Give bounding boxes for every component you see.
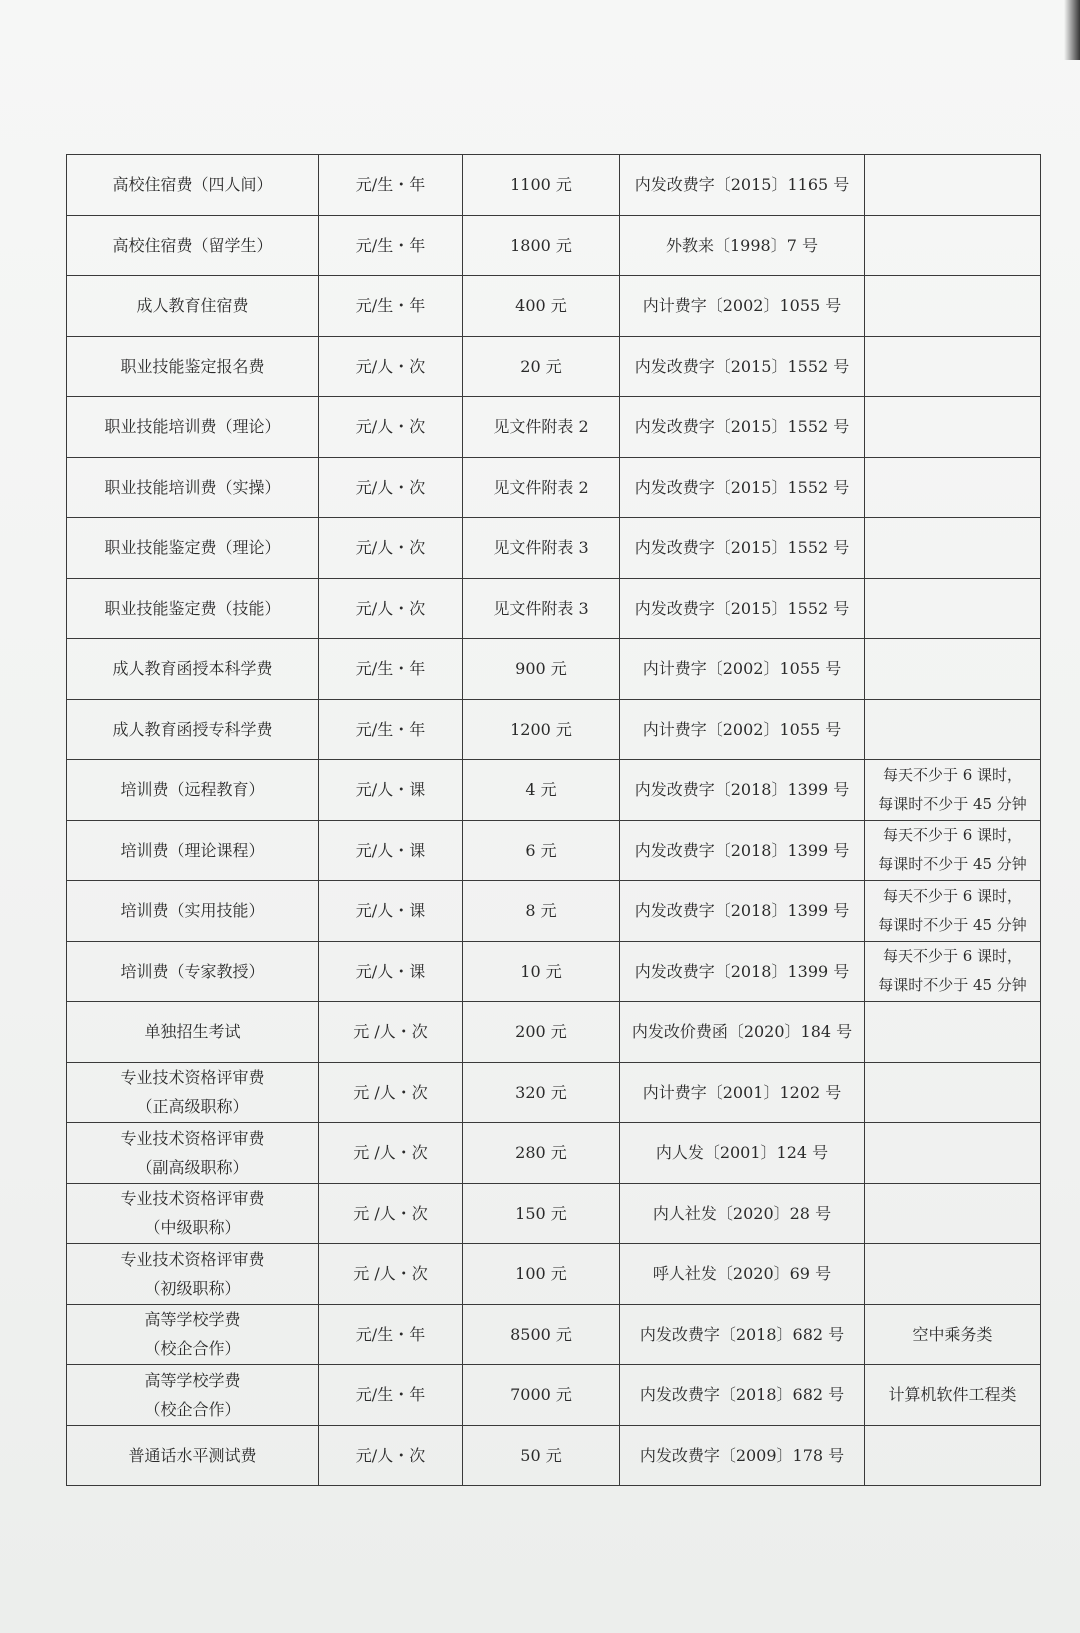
fee-document-cell: 内发改费字〔2018〕682 号 xyxy=(620,1304,865,1365)
table-row xyxy=(67,397,1041,458)
fee-document-cell: 内发改费字〔2018〕682 号 xyxy=(620,1365,865,1426)
fee-item-text: 普通话水平测试费 xyxy=(128,1445,257,1465)
fee-note-text: 每天不少于 6 课时， xyxy=(882,886,1023,905)
fee-note-text: 每天不少于 6 课时， xyxy=(882,765,1023,784)
fee-standard-cell: 20 元 xyxy=(463,336,620,397)
fee-standard-cell: 见文件附表 3 xyxy=(463,518,620,579)
fee-document-cell: 内计费字〔2002〕1055 号 xyxy=(620,639,865,700)
fee-document-cell: 内发改费字〔2015〕1165 号 xyxy=(620,155,865,216)
fee-standard-cell: 1800 元 xyxy=(463,215,620,276)
fee-unit-cell: 元/人・课 xyxy=(319,881,463,942)
table-row xyxy=(67,1123,1041,1184)
fee-item-text: 专业技术资格评审费 xyxy=(120,1068,265,1088)
fee-note-cell xyxy=(865,1183,1041,1244)
table-row xyxy=(67,336,1041,397)
fee-unit-cell: 元/生・年 xyxy=(319,1365,463,1426)
fee-item-text: 培训费（远程教育） xyxy=(120,780,265,800)
fee-standard-cell: 8500 元 xyxy=(463,1304,620,1365)
fee-standard-cell: 280 元 xyxy=(463,1123,620,1184)
fee-note-text: 每课时不少于 45 分钟 xyxy=(878,855,1027,874)
fee-unit-cell: 元 /人・次 xyxy=(319,1002,463,1063)
fee-unit-cell: 元/人・次 xyxy=(319,1425,463,1486)
fee-item-text: 高等学校学费 xyxy=(144,1310,241,1330)
fee-document-cell: 呼人社发〔2020〕69 号 xyxy=(620,1244,865,1305)
table-row xyxy=(67,1183,1041,1244)
fee-item-text: （校企合作） xyxy=(144,1399,241,1419)
fee-unit-cell: 元 /人・次 xyxy=(319,1123,463,1184)
fee-item-cell xyxy=(67,820,319,881)
fee-standard-cell: 320 元 xyxy=(463,1062,620,1123)
fee-note-cell xyxy=(865,1365,1041,1426)
fee-item-text: 职业技能鉴定费（理论） xyxy=(104,538,281,558)
table-row xyxy=(67,639,1041,700)
table-row xyxy=(67,760,1041,821)
table-row xyxy=(67,1365,1041,1426)
fee-note-cell xyxy=(865,215,1041,276)
fee-document-cell: 内计费字〔2001〕1202 号 xyxy=(620,1062,865,1123)
fee-item-text: 单独招生考试 xyxy=(144,1022,241,1042)
fee-item-cell xyxy=(67,518,319,579)
fee-standard-cell: 900 元 xyxy=(463,639,620,700)
fee-item-cell xyxy=(67,1062,319,1123)
fee-item-cell xyxy=(67,397,319,458)
fee-item-text: 高等学校学费 xyxy=(144,1370,241,1390)
fee-document-cell: 内发改费字〔2015〕1552 号 xyxy=(620,397,865,458)
fee-unit-cell: 元/生・年 xyxy=(319,699,463,760)
fee-standard-cell: 6 元 xyxy=(463,820,620,881)
fee-note-cell xyxy=(865,760,1041,821)
fee-note-cell xyxy=(865,1425,1041,1486)
table-row xyxy=(67,941,1041,1002)
fee-unit-cell: 元/生・年 xyxy=(319,276,463,337)
fee-item-cell xyxy=(67,1365,319,1426)
fee-note-cell xyxy=(865,820,1041,881)
fee-note-cell xyxy=(865,699,1041,760)
fee-unit-cell: 元 /人・次 xyxy=(319,1183,463,1244)
fee-item-text: 职业技能培训费（理论） xyxy=(104,417,281,437)
fee-unit-cell: 元/生・年 xyxy=(319,639,463,700)
fee-standard-cell: 200 元 xyxy=(463,1002,620,1063)
fee-item-text: 专业技术资格评审费 xyxy=(120,1128,265,1148)
fee-item-cell xyxy=(67,276,319,337)
page-edge-shadow xyxy=(1064,0,1080,60)
fee-table xyxy=(66,154,1041,1486)
fee-item-text: （初级职称） xyxy=(144,1278,241,1298)
table-row xyxy=(67,699,1041,760)
fee-unit-cell: 元 /人・次 xyxy=(319,1062,463,1123)
fee-unit-cell: 元 /人・次 xyxy=(319,1244,463,1305)
table-row xyxy=(67,1304,1041,1365)
table-row xyxy=(67,578,1041,639)
table-row xyxy=(67,457,1041,518)
fee-item-text: 培训费（专家教授） xyxy=(120,961,265,981)
fee-unit-cell: 元/生・年 xyxy=(319,155,463,216)
fee-standard-cell: 10 元 xyxy=(463,941,620,1002)
fee-item-text: （副高级职称） xyxy=(136,1157,249,1177)
fee-note-text: 空中乘务类 xyxy=(912,1324,993,1344)
fee-document-cell: 内发改费字〔2015〕1552 号 xyxy=(620,336,865,397)
fee-note-cell xyxy=(865,1062,1041,1123)
fee-unit-cell: 元/生・年 xyxy=(319,215,463,276)
table-row xyxy=(67,1425,1041,1486)
fee-item-text: 高校住宿费（四人间） xyxy=(112,175,273,195)
fee-item-cell xyxy=(67,1244,319,1305)
fee-item-text: 成人教育函授本科学费 xyxy=(112,659,273,679)
fee-item-text: 培训费（实用技能） xyxy=(120,901,265,921)
table-row xyxy=(67,155,1041,216)
fee-document-cell: 内发改费字〔2015〕1552 号 xyxy=(620,457,865,518)
fee-standard-cell: 见文件附表 3 xyxy=(463,578,620,639)
fee-unit-cell: 元/人・次 xyxy=(319,457,463,518)
fee-document-cell: 内人社发〔2020〕28 号 xyxy=(620,1183,865,1244)
fee-note-text: 每课时不少于 45 分钟 xyxy=(878,915,1027,934)
fee-item-text: 培训费（理论课程） xyxy=(120,840,265,860)
fee-item-text: 成人教育住宿费 xyxy=(136,296,249,316)
table-row xyxy=(67,1062,1041,1123)
fee-standard-cell: 见文件附表 2 xyxy=(463,397,620,458)
fee-item-cell xyxy=(67,215,319,276)
fee-item-cell xyxy=(67,941,319,1002)
table-row xyxy=(67,1002,1041,1063)
fee-table-body xyxy=(67,155,1041,1486)
fee-item-cell xyxy=(67,336,319,397)
fee-document-cell: 内计费字〔2002〕1055 号 xyxy=(620,699,865,760)
fee-item-cell xyxy=(67,1183,319,1244)
fee-unit-cell: 元/人・次 xyxy=(319,578,463,639)
fee-item-text: （中级职称） xyxy=(144,1218,241,1238)
fee-item-text: 专业技术资格评审费 xyxy=(120,1189,265,1209)
fee-document-cell: 内人发〔2001〕124 号 xyxy=(620,1123,865,1184)
fee-standard-cell: 8 元 xyxy=(463,881,620,942)
fee-standard-cell: 7000 元 xyxy=(463,1365,620,1426)
fee-standard-cell: 见文件附表 2 xyxy=(463,457,620,518)
fee-note-text: 计算机软件工程类 xyxy=(888,1385,1017,1405)
fee-note-cell xyxy=(865,578,1041,639)
fee-document-cell: 内发改价费函〔2020〕184 号 xyxy=(620,1002,865,1063)
fee-item-cell xyxy=(67,155,319,216)
fee-note-cell xyxy=(865,336,1041,397)
fee-note-cell xyxy=(865,1002,1041,1063)
fee-standard-cell: 1100 元 xyxy=(463,155,620,216)
fee-unit-cell: 元/人・次 xyxy=(319,518,463,579)
fee-item-cell xyxy=(67,578,319,639)
fee-standard-cell: 50 元 xyxy=(463,1425,620,1486)
fee-note-text: 每天不少于 6 课时， xyxy=(882,947,1023,966)
fee-unit-cell: 元/生・年 xyxy=(319,1304,463,1365)
fee-note-cell xyxy=(865,457,1041,518)
table-row xyxy=(67,276,1041,337)
fee-note-cell xyxy=(865,639,1041,700)
fee-item-cell xyxy=(67,1425,319,1486)
fee-item-text: 职业技能培训费（实操） xyxy=(104,477,281,497)
fee-standard-cell: 100 元 xyxy=(463,1244,620,1305)
fee-standard-cell: 1200 元 xyxy=(463,699,620,760)
fee-item-cell xyxy=(67,1002,319,1063)
fee-document-cell: 内发改费字〔2009〕178 号 xyxy=(620,1425,865,1486)
fee-item-text: 成人教育函授专科学费 xyxy=(112,719,273,739)
fee-standard-cell: 4 元 xyxy=(463,760,620,821)
fee-note-cell xyxy=(865,941,1041,1002)
fee-document-cell: 内发改费字〔2015〕1552 号 xyxy=(620,518,865,579)
fee-unit-cell: 元/人・课 xyxy=(319,820,463,881)
fee-unit-cell: 元/人・课 xyxy=(319,941,463,1002)
fee-item-text: 职业技能鉴定费（技能） xyxy=(104,598,281,618)
fee-document-cell: 内发改费字〔2015〕1552 号 xyxy=(620,578,865,639)
fee-document-cell: 外教来〔1998〕7 号 xyxy=(620,215,865,276)
fee-unit-cell: 元/人・次 xyxy=(319,336,463,397)
fee-note-text: 每课时不少于 45 分钟 xyxy=(878,976,1027,995)
table-row xyxy=(67,215,1041,276)
table-row xyxy=(67,820,1041,881)
fee-item-text: 职业技能鉴定报名费 xyxy=(120,356,265,376)
fee-item-text: （校企合作） xyxy=(144,1339,241,1359)
table-row xyxy=(67,881,1041,942)
fee-document-cell: 内计费字〔2002〕1055 号 xyxy=(620,276,865,337)
fee-note-cell xyxy=(865,397,1041,458)
fee-note-cell xyxy=(865,276,1041,337)
fee-standard-cell: 400 元 xyxy=(463,276,620,337)
fee-item-text: （正高级职称） xyxy=(136,1097,249,1117)
fee-note-cell xyxy=(865,1244,1041,1305)
fee-item-cell xyxy=(67,699,319,760)
fee-document-cell: 内发改费字〔2018〕1399 号 xyxy=(620,760,865,821)
fee-document-cell: 内发改费字〔2018〕1399 号 xyxy=(620,820,865,881)
fee-document-cell: 内发改费字〔2018〕1399 号 xyxy=(620,941,865,1002)
table-row xyxy=(67,1244,1041,1305)
fee-note-cell xyxy=(865,881,1041,942)
fee-unit-cell: 元/人・次 xyxy=(319,397,463,458)
fee-item-cell xyxy=(67,1304,319,1365)
fee-note-text: 每课时不少于 45 分钟 xyxy=(878,794,1027,813)
fee-note-cell xyxy=(865,1123,1041,1184)
fee-item-cell xyxy=(67,639,319,700)
fee-note-cell xyxy=(865,518,1041,579)
fee-unit-cell: 元/人・课 xyxy=(319,760,463,821)
fee-document-cell: 内发改费字〔2018〕1399 号 xyxy=(620,881,865,942)
fee-item-cell xyxy=(67,760,319,821)
fee-item-text: 高校住宿费（留学生） xyxy=(112,235,273,255)
fee-note-cell xyxy=(865,155,1041,216)
fee-note-text: 每天不少于 6 课时， xyxy=(882,826,1023,845)
fee-item-cell xyxy=(67,881,319,942)
fee-note-cell xyxy=(865,1304,1041,1365)
fee-item-text: 专业技术资格评审费 xyxy=(120,1249,265,1269)
fee-standard-cell: 150 元 xyxy=(463,1183,620,1244)
fee-item-cell xyxy=(67,457,319,518)
table-row xyxy=(67,518,1041,579)
fee-item-cell xyxy=(67,1123,319,1184)
